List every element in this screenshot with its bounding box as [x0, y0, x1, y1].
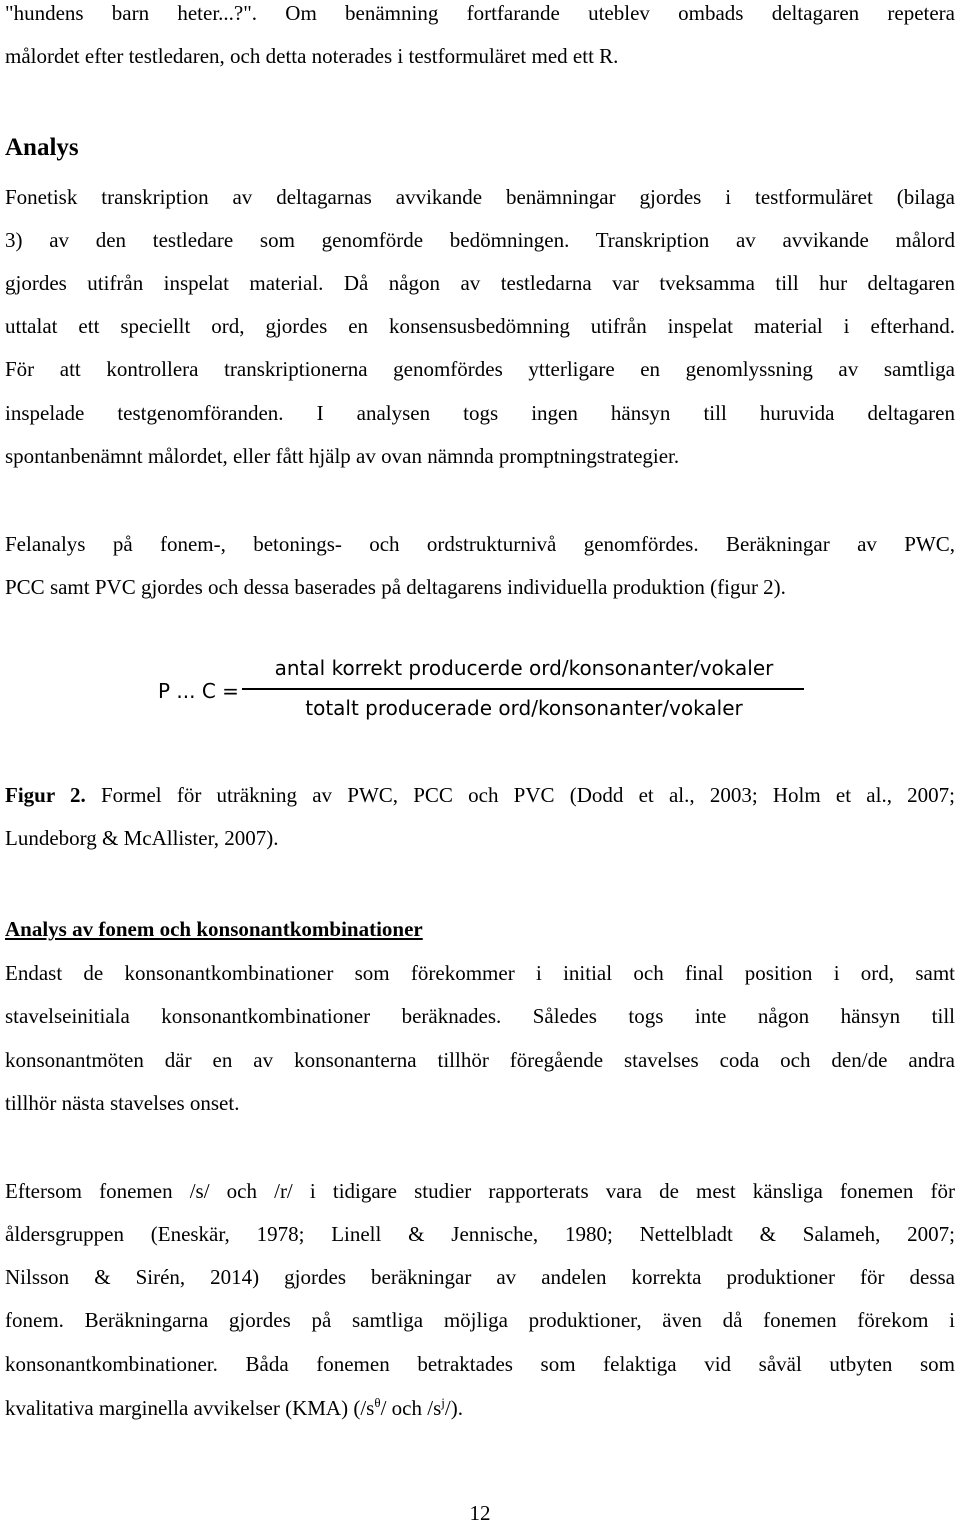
text-line: stavelseinitiala konsonantkombinationer beräknades. Således togs inte någon hänsyn till [5, 1004, 955, 1028]
figure-caption-text: Formel för uträkning av PWC, PCC och PVC (Dodd et al., 2003; Holm et al., 2007; [85, 783, 955, 807]
formula-denominator: totalt producerade ord/konsonanter/vokaler [305, 696, 743, 720]
text-line: Endast de konsonantkombinationer som förekommer i initial och final position i ord, samt [5, 961, 955, 985]
formula-numerator: antal korrekt producerde ord/konsonanter/vokaler [274, 656, 774, 680]
subsection-heading: Analys av fonem och konsonantkombinationer [5, 917, 423, 941]
text-segment: kvalitativa marginella avvikelser (KMA) (/s [5, 1396, 375, 1420]
text-line: konsonantkombinationer. Båda fonemen betraktades som felaktiga vid såväl utbyten som [5, 1352, 955, 1376]
superscript: θ [374, 1395, 381, 1410]
text-line: tillhör nästa stavelses onset. [5, 1091, 240, 1115]
figure-label: Figur 2. [5, 783, 86, 807]
text-line: PCC samt PVC gjordes och dessa baserades på deltagarens individuella produktion (figur 2). [5, 575, 786, 599]
text-line: Felanalys på fonem-, betonings- och ordstrukturnivå genomfördes. Beräkningar av PWC, [5, 532, 955, 556]
text-line: målordet efter testledaren, och detta noterades i testformuläret med ett R. [5, 44, 619, 68]
figure-caption-continued: Lundeborg & McAllister, 2007). [5, 826, 279, 850]
text-segment: / och /s [380, 1396, 442, 1420]
text-line: För att kontrollera transkriptionerna genomfördes ytterligare en genomlyssning av samtliga [5, 357, 955, 381]
text-line: Nilsson & Sirén, 2014) gjordes beräkningar av andelen korrekta produktioner för dessa [5, 1265, 955, 1289]
text-line: 3) av den testledare som genomförde bedömningen. Transkription av avvikande målord [5, 228, 955, 252]
formula-lhs: P ... C = [158, 679, 239, 703]
text-line: "hundens barn heter...?". Om benämning fortfarande uteblev ombads deltagaren repetera [5, 1, 955, 25]
page-number: 12 [469, 1501, 491, 1525]
text-line: Fonetisk transkription av deltagarnas avvikande benämningar gjordes i testformuläret (bilaga [5, 185, 955, 209]
text-line [5, 1395, 955, 1421]
text-line: gjordes utifrån inspelat material. Då någon av testledarna var tveksamma till hur deltagaren [5, 271, 955, 295]
text-line: spontanbenämnt målordet, eller fått hjälp av ovan nämnda promptningstrategier. [5, 444, 680, 468]
text-line: inspelade testgenomföranden. I analysen togs ingen hänsyn till huruvida deltagaren [5, 401, 955, 425]
superscript: j [441, 1395, 445, 1410]
text-line: uttalat ett speciellt ord, gjordes en konsensusbedömning utifrån inspelat material i efterhand. [5, 314, 955, 338]
text-line: Eftersom fonemen /s/ och /r/ i tidigare studier rapporterats vara de mest känsliga fonemen för [5, 1179, 955, 1203]
text-segment: /). [444, 1396, 463, 1420]
text-line: fonem. Beräkningarna gjordes på samtliga möjliga produktioner, även då fonemen förekom i [5, 1308, 955, 1332]
text-line: konsonantmöten där en av konsonanterna tillhör föregående stavelses coda och den/de andra [5, 1048, 955, 1072]
fraction-bar [242, 688, 804, 690]
text-line: åldersgruppen (Eneskär, 1978; Linell & Jennische, 1980; Nettelbladt & Salameh, 2007; [5, 1222, 955, 1246]
section-heading: Analys [5, 134, 79, 161]
figure-caption [5, 782, 955, 808]
